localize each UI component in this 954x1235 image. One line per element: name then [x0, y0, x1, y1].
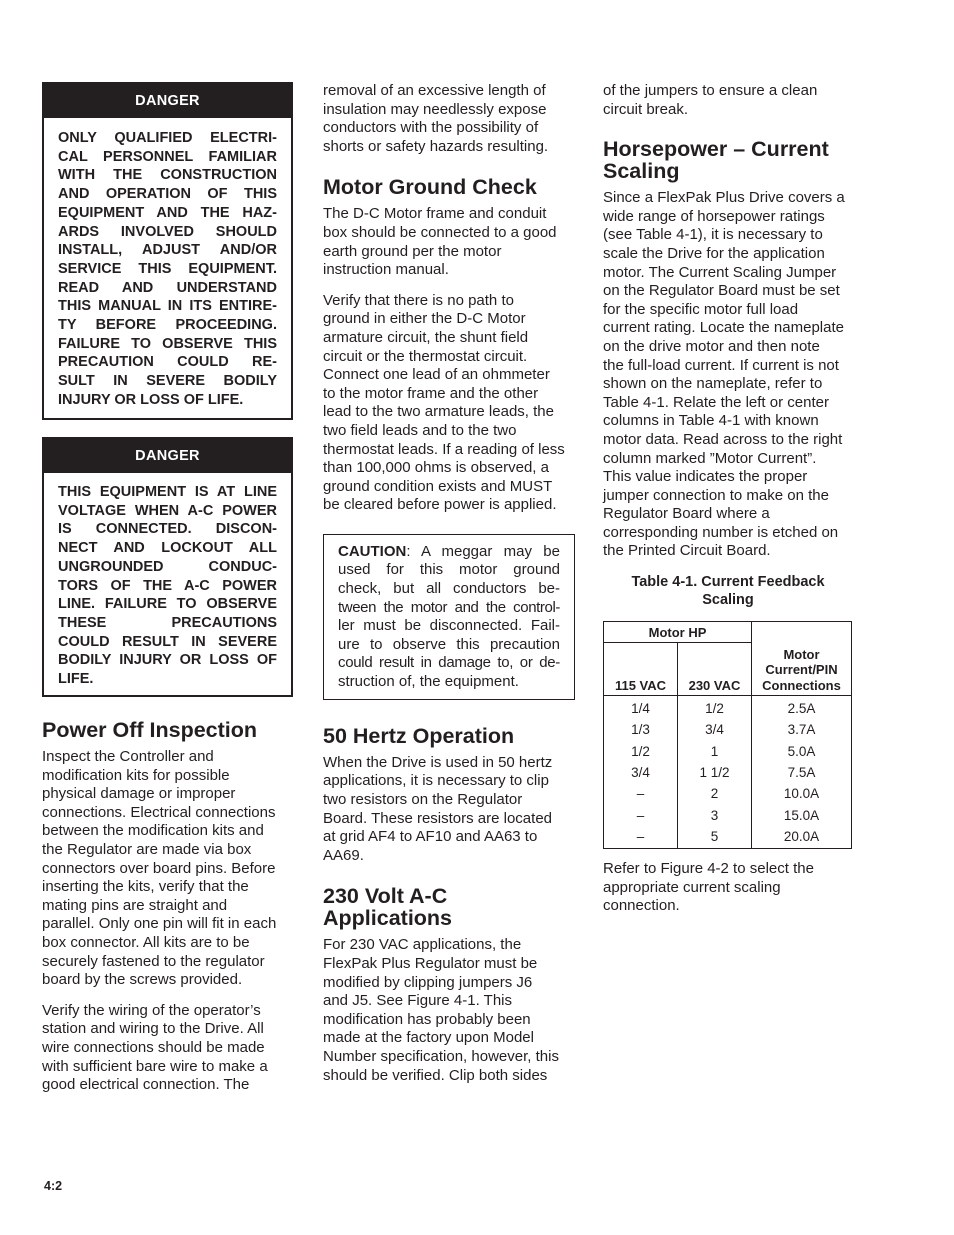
table-header-row — [604, 622, 852, 643]
text-line: connection. — [603, 897, 680, 915]
text-line: motor data. Read across to the right — [603, 430, 843, 448]
text-line: appropriate current scaling — [603, 878, 781, 896]
text-line: circuit or the thermostat circuit. — [323, 347, 528, 365]
text-line: board by the screws provided. — [42, 971, 243, 989]
text-line: lead to the two armature leads, the — [323, 403, 554, 421]
text-line: Refer to Figure 4-2 to select the — [603, 860, 814, 878]
table-col-header-115vac: 115 VAC — [604, 643, 678, 696]
danger-line: IS CONNECTED. DISCON- — [58, 521, 277, 538]
text-line: on the drive motor and then note — [603, 337, 820, 355]
paragraph — [323, 205, 575, 279]
text-line: two resistors on the Regulator — [323, 791, 523, 809]
danger-box-qualified-personnel — [42, 82, 293, 420]
text-line: This value indicates the proper — [603, 468, 808, 486]
section-heading-230-volt — [323, 885, 575, 929]
table-cell: – — [636, 786, 645, 802]
danger-header: DANGER — [44, 84, 291, 118]
heading-line: 230 Volt A-C — [323, 884, 448, 909]
text-line: For 230 VAC applications, the — [323, 936, 522, 954]
column-middle — [323, 82, 575, 1097]
text-line: circuit break. — [603, 100, 689, 118]
section-heading-50-hertz: 50 Hertz Operation — [323, 723, 515, 748]
text-line: of the jumpers to ensure a clean — [603, 82, 818, 99]
text-line: conductors with the possibility of — [323, 119, 539, 137]
paragraph — [42, 748, 293, 990]
text-line: shown on the nameplate, refer to — [603, 375, 823, 393]
text-line: FlexPak Plus Regulator must be — [323, 955, 538, 973]
danger-line: TY BEFORE PROCEEDING. — [58, 317, 277, 334]
table-cell: 3.7A — [787, 722, 816, 738]
text-line: at grid AF4 to AF10 and AA63 to — [323, 828, 538, 846]
table-cell: 5.0A — [787, 743, 816, 759]
danger-line: LINE. FAILURE TO OBSERVE — [58, 596, 277, 613]
text-line: jumper connection to make on the — [603, 486, 829, 504]
danger-text — [44, 473, 291, 697]
table-cell: 3 — [710, 807, 719, 823]
text-line: column marked ”Motor Current”. — [603, 449, 817, 467]
caption-line: Table 4-1. Current Feedback — [631, 574, 825, 591]
text-line: securely fastened to the regulator — [42, 952, 265, 970]
danger-line: CAL PERSONNEL FAMILIAR — [58, 148, 277, 165]
table-cell: 5 — [710, 828, 719, 844]
danger-line: EQUIPMENT AND THE HAZ- — [58, 204, 277, 221]
danger-line: READ AND UNDERSTAND — [58, 279, 277, 296]
table-cell: 1/2 — [631, 743, 650, 759]
text-line: for the specific motor full load — [603, 300, 799, 318]
text-line: armature circuit, the shunt field — [323, 328, 529, 346]
text-line: Connect one lead of an ohmmeter — [323, 366, 550, 384]
section-heading-horsepower — [603, 138, 853, 182]
text-line: ground condition exists and MUST — [323, 477, 553, 495]
danger-line: THESE PRECAUTIONS — [58, 614, 277, 631]
paragraph — [323, 936, 575, 1085]
text-line: modified by clipping jumpers J6 — [323, 973, 533, 991]
section-heading-motor-ground: Motor Ground Check — [323, 175, 537, 200]
paragraph — [323, 292, 575, 515]
caution-line: struction of, the equipment. — [338, 673, 519, 691]
table-cell: 1 — [710, 743, 719, 759]
text-line: scale the Drive for the application — [603, 244, 825, 262]
danger-line: VOLTAGE WHEN A-C POWER — [58, 502, 277, 519]
paragraph — [603, 189, 853, 561]
table-cell: 3/4 — [631, 764, 650, 780]
header-line: Connections — [762, 677, 841, 693]
caution-line: : A meggar may be — [406, 542, 560, 560]
caution-line: ure to observe this precaution — [338, 635, 560, 653]
text-line: Regulator Board where a — [603, 505, 770, 523]
text-line: and J5. See Figure 4-1. This — [323, 992, 512, 1010]
text-line: Table 4-1. Relate the left or center — [603, 393, 829, 411]
danger-line: ONLY QUALIFIED ELECTRI- — [58, 130, 277, 146]
danger-line: INJURY OR LOSS OF LIFE. — [58, 391, 244, 408]
header-line: Motor — [783, 646, 820, 662]
text-line: physical damage or improper — [42, 785, 236, 803]
header-line: Current/PIN — [765, 662, 838, 678]
text-line: the Regulator are made via box — [42, 840, 252, 858]
table-cell: 1/3 — [631, 722, 650, 738]
caution-first-line — [338, 543, 560, 562]
text-line: wire connections should be made — [42, 1038, 265, 1056]
danger-line: LIFE. — [58, 671, 94, 688]
text-line: box connector. All kits are to be — [42, 933, 250, 951]
text-line: connectors over board pins. Before — [42, 859, 276, 877]
text-line: should be verified. Clip both sides — [323, 1066, 548, 1084]
table-cell: 20.0A — [783, 828, 820, 844]
text-line: earth ground per the motor — [323, 242, 502, 260]
text-line: When the Drive is used in 50 hertz — [323, 753, 553, 771]
caution-label: CAUTION — [338, 542, 407, 560]
heading-line: Applications — [323, 906, 453, 931]
table-cell: 2.5A — [787, 701, 816, 717]
text-line: columns in Table 4-1 with known — [603, 412, 819, 430]
danger-line: TORS OF THE A-C POWER — [58, 577, 277, 594]
caption-line: Scaling — [702, 592, 754, 609]
text-line: wide range of horsepower ratings — [603, 207, 825, 225]
column-left — [42, 82, 293, 1107]
text-line: current rating. Locate the nameplate — [603, 319, 844, 337]
danger-line: BODILY INJURY OR LOSS OF — [58, 652, 277, 669]
text-line: applications, it is necessary to clip — [323, 772, 549, 790]
text-line: parallel. Only one pin will fit in each — [42, 915, 277, 933]
text-line: (see Table 4-1), it is necessary to — [603, 226, 823, 244]
table-group-header: Motor HP — [604, 622, 752, 643]
text-line: between the modification kits and — [42, 822, 264, 840]
danger-line: WITH THE CONSTRUCTION — [58, 167, 277, 184]
table-cell: 7.5A — [787, 764, 816, 780]
column-right — [603, 82, 853, 928]
text-line: Board. These resistors are located — [323, 809, 553, 827]
caution-box — [323, 534, 575, 700]
table-cell: 2 — [710, 786, 719, 802]
text-line: modification has probably been — [323, 1010, 531, 1028]
paragraph-continued — [323, 82, 575, 156]
text-line: than 100,000 ohms is observed, a — [323, 459, 549, 477]
table-cell: 10.0A — [783, 786, 820, 802]
caution-line: check, but all conductors be- — [338, 580, 560, 598]
paragraph-continued — [603, 82, 853, 119]
text-line: The D-C Motor frame and conduit — [323, 205, 547, 223]
caution-line: ler must be disconnected. Fail- — [338, 617, 560, 635]
text-line: corresponding number is etched on — [603, 523, 839, 541]
text-line: made at the factory upon Model — [323, 1029, 534, 1047]
text-line: the Printed Circuit Board. — [603, 542, 771, 560]
heading-line: Scaling — [603, 159, 680, 184]
danger-line: ARDS INVOLVED SHOULD — [58, 223, 277, 240]
table-cell: 1/4 — [631, 701, 650, 717]
current-scaling-table — [603, 621, 852, 849]
table-cell: 15.0A — [783, 807, 820, 823]
danger-line: THIS EQUIPMENT IS AT LINE — [58, 484, 277, 500]
table-caption — [603, 573, 853, 609]
danger-line: UNGROUNDED CONDUC- — [58, 558, 277, 575]
danger-line: AND OPERATION OF THIS — [58, 186, 277, 203]
danger-line: PRECAUTION COULD RE- — [58, 354, 277, 371]
table-cell: 1/2 — [705, 701, 724, 717]
text-line: insulation may needlessly expose — [323, 100, 547, 118]
danger-line: THIS MANUAL IN ITS ENTIRE- — [58, 298, 277, 315]
text-line: removal of an excessive length of — [323, 82, 546, 99]
table-col-115vac — [604, 696, 678, 849]
caution-line: tween the motor and the control- — [338, 598, 560, 616]
text-line: ground in either the D-C Motor — [323, 310, 526, 328]
text-line: box should be connected to a good — [323, 223, 557, 241]
table-body — [604, 696, 852, 849]
page-number: 4:2 — [44, 1179, 63, 1193]
paragraph — [42, 1002, 293, 1095]
danger-text — [44, 118, 291, 418]
text-line: two field leads and to the two — [323, 421, 517, 439]
text-line: be cleared before power is applied. — [323, 496, 557, 514]
danger-line: INSTALL, ADJUST AND/OR — [58, 242, 277, 259]
text-line: Verify that there is no path to — [323, 291, 514, 309]
table-col-current — [752, 696, 852, 849]
paragraph — [323, 754, 575, 866]
danger-line: NECT AND LOCKOUT ALL — [58, 540, 277, 557]
text-line: to the motor frame and the other — [323, 384, 539, 402]
text-line: Inspect the Controller and — [42, 748, 214, 765]
text-line: with sufficient bare wire to make a — [42, 1057, 268, 1075]
text-line: connections. Electrical connections — [42, 803, 276, 821]
danger-header: DANGER — [44, 439, 291, 473]
danger-line: SERVICE THIS EQUIPMENT. — [58, 260, 277, 277]
danger-box-line-voltage — [42, 437, 293, 697]
text-line: good electrical connection. The — [42, 1076, 250, 1094]
text-line: shorts or safety hazards resulting. — [323, 137, 549, 155]
text-line: inserting the kits, verify that the — [42, 878, 249, 896]
caution-line: used for this motor ground — [338, 561, 560, 579]
section-heading-power-off: Power Off Inspection — [42, 718, 258, 742]
table-cell: – — [636, 828, 645, 844]
table-cell: 1 1/2 — [699, 764, 730, 780]
text-line: instruction manual. — [323, 261, 449, 279]
table-cell: 3/4 — [705, 722, 724, 738]
table-col-header-230vac: 230 VAC — [678, 643, 752, 696]
table-col-230vac — [678, 696, 752, 849]
table-col-header-current — [752, 622, 852, 696]
heading-line: Horsepower – Current — [603, 137, 829, 162]
text-line: mating pins are straight and — [42, 896, 228, 914]
danger-line: SULT IN SEVERE BODILY — [58, 373, 277, 390]
text-line: modification kits for possible — [42, 766, 230, 784]
text-line: Number specification, however, this — [323, 1048, 559, 1065]
text-line: thermostat leads. If a reading of less — [323, 440, 565, 458]
text-line: on the Regulator Board must be set — [603, 282, 840, 300]
text-line: station and wiring to the Drive. All — [42, 1020, 264, 1038]
caution-line: could result in damage to, or de- — [338, 654, 560, 672]
text-line: Since a FlexPak Plus Drive covers a — [603, 189, 845, 207]
text-line: motor. The Current Scaling Jumper — [603, 263, 837, 281]
danger-line: FAILURE TO OBSERVE THIS — [58, 335, 277, 352]
paragraph — [603, 860, 853, 916]
table-cell: – — [636, 807, 645, 823]
text-line: AA69. — [323, 846, 364, 864]
text-line: Verify the wiring of the operator’s — [42, 1001, 261, 1019]
danger-line: COULD RESULT IN SEVERE — [58, 633, 277, 650]
text-line: the full-load current. If current is not — [603, 356, 839, 374]
